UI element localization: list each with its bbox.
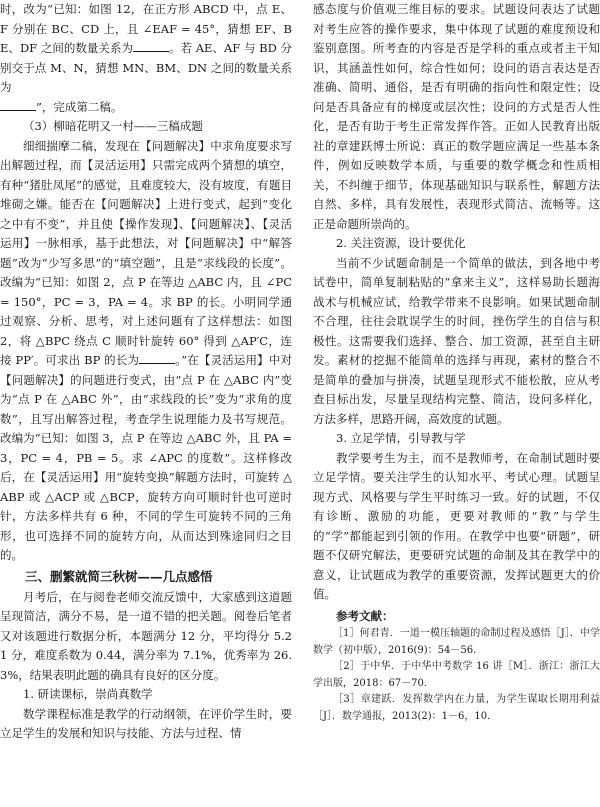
right-column [313, 0, 600, 725]
text-run: 。若 AE、AF 与 BD 分别交于点 M、N，猜想 MN、BM、DN 之间的数量关系为 [0, 41, 292, 94]
reference-item: ［3］章建跃．发挥数学内在力量，为学生谋取长期用利益［J］．数学通报，2013(2)：1－6，10． [313, 694, 600, 722]
subsection-heading: 1. 研读课标，崇尚真数学 [23, 687, 153, 701]
paragraph: 月考后，在与阅卷老师交流反馈中，大家感到这道题呈现简洁，满分不易，是一道不错的把关题。阅卷后笔者又对该题进行数据分析，本题满分 12 分，平均得分 5.21 分，难度系数为 0.44，满分率为 7.1%，优秀率为 26.3%，结果表明此题的确具有良好的区分度。 [0, 589, 292, 682]
paragraph [0, 98, 292, 118]
paragraph [0, 0, 292, 98]
subsection-heading: 3. 立足学情，引导教与学 [336, 431, 466, 445]
subsection-heading: 2. 关注资源，设计要优化 [336, 236, 466, 250]
answer-blank [133, 40, 169, 52]
paragraph [0, 137, 292, 566]
answer-blank [139, 352, 175, 364]
left-column [0, 0, 292, 744]
references-heading: 参考文献： [336, 608, 394, 623]
paragraph: 数学课程标准是教学的行动纲领，在评价学生时，要立足学生的发展和知识与技能、方法与过程、情 [0, 706, 292, 740]
text-run: 时，改为“已知：如图 12，在正方形 ABCD 中，点 E、F 分别在 BC、CD 上，且 ∠EAF = 45°，猜想 EF、BE、DF 之间的数量关系为 [0, 2, 292, 55]
text-run: ”，完成第二稿。 [36, 99, 123, 114]
paragraph: 当前不少试题命制是一个简单的做法，到各地中考试卷中，简单复制粘贴的“拿来主义”，这样易助长题海战术与机械应试，给教学带来不良影响。如果试题命制不合理，往往会耽误学生的时间，挫伤学生的自信与积极性。这需要我们选择、整合、加工资源，甚至自主研发。素材的挖掘不能简单的选择与再现，素材的整合不是简单的叠加与拼凑，试题呈现形式不能松散，应从考查目标出发，尽量呈现结构完整、简洁，设问多样化，方法多样，思路开阔，高效度的试题。 [313, 255, 600, 426]
subsection-heading: （3）柳暗花明又一村——三稿成题 [23, 119, 203, 133]
paragraph: 感态度与价值观三维目标的要求。试题设问表达了试题对考生应答的操作要求，集中体现了试题的难度预设和鉴别意图。所考查的内容是否是学科的重点或者主干知识，其涵盖性如何，综合性如何；设问的语言表达是否准确、简明、通俗，是否有明确的指向性和限定性；设问是否具备应有的梯度或层次性；设问的方式是否人性化，是否有助于考生正常发挥作答。正如人民教育出版社的章建跃博士所说：真正的数学题应满足一些基本条件，例如反映数学本质，与重要的数学概念和性质相关，不纠缠于细节，体现基础知识与联系性，解题方法自然、多样，具有发展性，表现形式简洁、流畅等。这正是命题所崇尚的。 [313, 2, 600, 231]
paragraph: 教学要考生为主，而不是教师考，在命制试题时要立足学情。要关注学生的认知水平、考试心理。试题呈现方式、风格要与学生平时练习一致。好的试题，不仅有诊断、激励的功能，更要对教师的“教”与学生的“学”都能起到引领的作用。在教学中也要“研题”，研题不仅研究解法，更要研究试题的命制及其在教学中的意义，让试题成为教学的重要资源，发挥试题更大的价值。 [313, 450, 600, 601]
answer-blank [0, 99, 36, 111]
reference-item: ［2］于中华．于中华中考数学 16 讲［M］．浙江：浙江大学出版，2018：67－70． [313, 661, 600, 689]
text-run: 。”在【灵活运用】中对【问题解决】的问题进行变式，由“点 P 在 △ABC 内”变为“点 P 在 △ABC 外”，由“求线段的长”变为“求角的度数”，且写出解答过程，考查学生说理能力及书写规范。改编为“已知：如图 3，点 P 在等边 △ABC 外，且 PA = 3，PC = 4，PB = 5。求 ∠APC 的度数”。这样修改后，在【灵活运用】用“旋转变换”解题方法时，可旋转 △ABP 或 △ACP 或 △BCP，旋转方向可顺时针也可逆时针，方法多样共有 6 种，不同的学生可旋转不同的三角形，也可选择不同的旋转方向，从而达到殊途同归之目的。 [0, 353, 292, 562]
text-run: 细细揣摩二稿，发现在【问题解决】中求角度要求写出解题过程，而【灵活运用】只需完成两个猜想的填空，有种“猪肚凤尾”的感觉，且难度较大，没有坡度，有题目堆砌之嫌。能否在【问题解决】上进行变式，起到“变化之中有不变”，并且使【操作发现】、【问题解决】、【灵活运用】一脉相承，基于此想法，对【问题解决】中“解答题”改为“少写多思”的“填空题”，且是“求线段的长度”。改编为“已知：如图 2，点 P 在等边 △ABC 内，且 ∠PC = 150°，PC = 3，PA = 4。求 BP 的长。小明同学通过观察、分析、思考，对上述问题有了这样想法：如图 2，将 △BPC 绕点 C 顺时针旋转 60° 得到 △AP′C，连接 PP′。可求出 BP 的长为 [0, 138, 292, 367]
reference-item: ［1］何君青．一道一模压轴题的命制过程及感悟［J］．中学数学（初中版），2016(9)：54－56． [313, 628, 600, 656]
section-heading: 三、删繁就简三秋树——几点感悟 [25, 568, 213, 584]
